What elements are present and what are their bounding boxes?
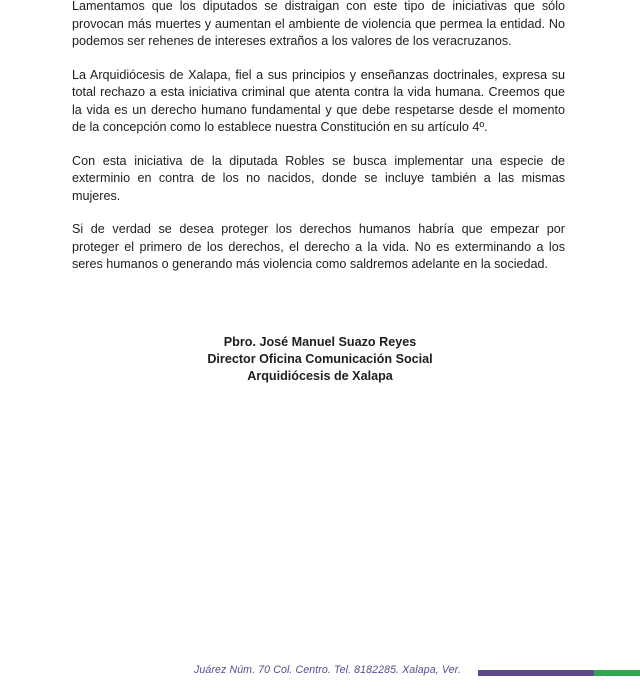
paragraph-iniciativa: Con esta iniciativa de la diputada Robles se busca implementar una especie de exterminio en contra de los no nacidos, donde se incluye también a las mismas mujeres. bbox=[72, 153, 565, 203]
signature-name: Pbro. José Manuel Suazo Reyes bbox=[223, 335, 417, 349]
paragraph-derechos-humanos: Si de verdad se desea proteger los derechos humanos habría que empezar por proteger el primero de los derechos, el derecho a la vida. No es exterminando a los seres humanos o generando más violencia como saldremos adelante en la sociedad. bbox=[72, 222, 565, 271]
footer-purple-bar bbox=[478, 670, 594, 676]
footer-address: Juárez Núm. 70 Col. Centro. Tel. 8182285. Xalapa, Ver. bbox=[194, 664, 461, 676]
signature-position: Director Oficina Comunicación Social bbox=[207, 352, 433, 366]
paragraph-arquidiocesis: La Arquidiócesis de Xalapa, fiel a sus principios y enseñanzas doctrinales, expresa su total rechazo a esta iniciativa criminal que atenta contra la vida humana. Creemos que la vida es un derecho humano fundamental y que debe respetarse desde el momento de la concepción como lo establece nuestra Constitución en su artículo 4º. bbox=[72, 67, 565, 134]
paragraph-lamentamos: Lamentamos que los diputados se distraigan con este tipo de iniciativas que sólo provocan más muertes y aumentan el ambiente de violencia que permea la entidad. No podemos ser rehenes de intereses extraños a los valores de los veracruzanos. bbox=[72, 0, 565, 48]
footer-green-bar bbox=[594, 670, 640, 676]
signature-organization: Arquidiócesis de Xalapa bbox=[247, 369, 393, 383]
document-body bbox=[72, 0, 565, 290]
signature-block bbox=[0, 334, 640, 385]
